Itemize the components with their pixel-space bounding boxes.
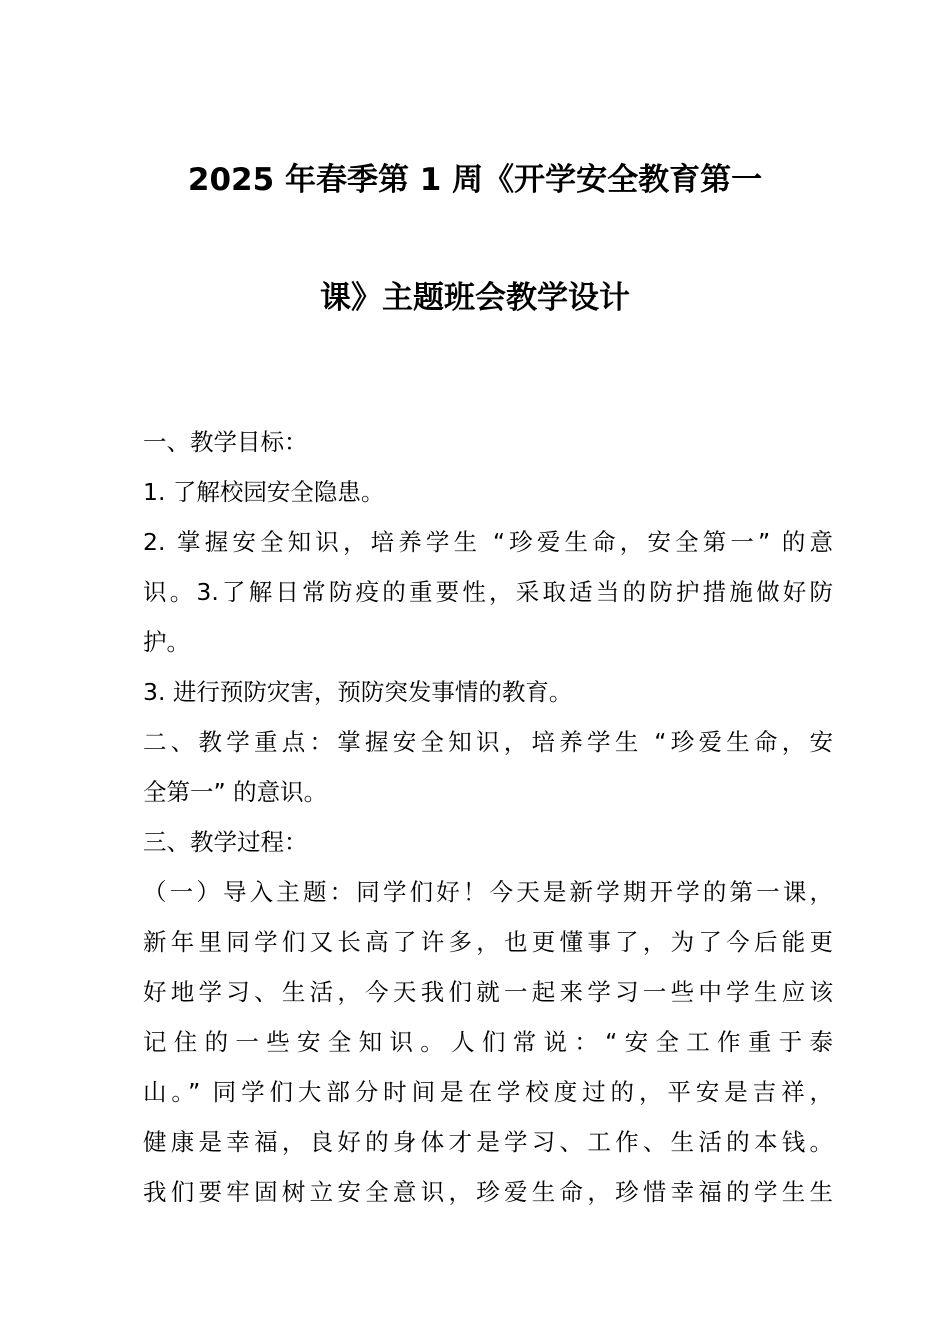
body-line: 一、教学目标： xyxy=(143,428,308,456)
body-line: 护。 xyxy=(143,628,190,656)
body-line: 好地学习、生活，今天我们就一起来学习一些中学生应该 xyxy=(143,978,833,1006)
body-line: 3. 进行预防灾害，预防突发事情的教育。 xyxy=(143,678,573,706)
body-line: 识。3.了解日常防疫的重要性，采取适当的防护措施做好防 xyxy=(143,578,833,606)
document-body xyxy=(143,417,833,1217)
document-title-line-2: 课》主题班会教学设计 xyxy=(320,280,630,316)
body-line: 二、教学重点：掌握安全知识，培养学生 “珍爱生命，安 xyxy=(143,728,833,756)
body-line: 1. 了解校园安全隐患。 xyxy=(143,478,385,506)
body-line: 我们要牢固树立安全意识，珍爱生命，珍惜幸福的学生生 xyxy=(143,1178,833,1206)
body-line: 2. 掌握安全知识，培养学生 “珍爱生命，安全第一” 的意 xyxy=(143,528,833,556)
document-title-line-1: 2025 年春季第 1 周《开学安全教育第一 xyxy=(187,162,763,198)
body-line: 全第一” 的意识。 xyxy=(143,778,328,806)
body-line: （一）导入主题：同学们好！今天是新学期开学的第一课， xyxy=(143,878,833,906)
body-line: 新年里同学们又长高了许多，也更懂事了，为了今后能更 xyxy=(143,928,833,956)
body-line: 三、教学过程： xyxy=(143,828,308,856)
body-line: 健康是幸福，良好的身体才是学习、工作、生活的本钱。 xyxy=(143,1128,833,1156)
body-line: 山。” 同学们大部分时间是在学校度过的，平安是吉祥， xyxy=(143,1078,833,1106)
body-line: 记住的一些安全知识。人们常说：“安全工作重于泰 xyxy=(143,1028,833,1056)
